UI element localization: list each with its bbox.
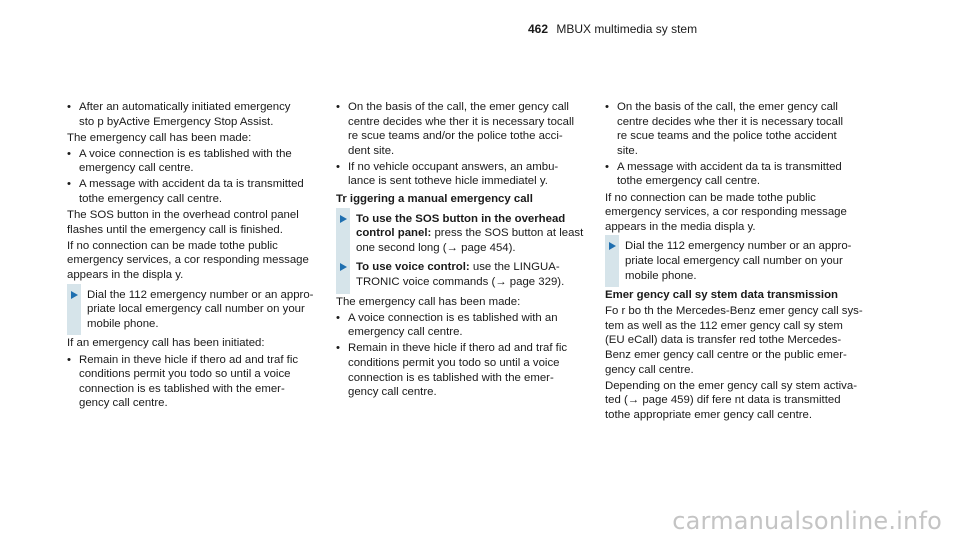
paragraph: If no connection can be made tothe public emergency services, a cor responding message appears in the displa y. <box>67 239 309 282</box>
instruction-step <box>605 239 867 283</box>
instruction-step <box>67 288 323 332</box>
bullet-item: • A message with accident da ta is transmitted tothe emergency call centre. <box>67 177 323 206</box>
step-arrow-icon <box>340 215 347 223</box>
bullet-item: • A message with accident da ta is transmitted tothe emergency call centre. <box>605 160 867 189</box>
section-heading: Tr iggering a manual emergency call <box>336 193 533 206</box>
step-arrow-icon <box>71 291 78 299</box>
paragraph: The emergency call has been made: <box>67 131 252 144</box>
step-arrow-icon <box>609 242 616 250</box>
bullet-item: • On the basis of the call, the emer gency call centre decides whe ther it is necessary tocall re scue teams and the police tothe accident site. <box>605 100 867 158</box>
watermark: carmanualsonline.info <box>672 507 942 535</box>
bullet-item: • Remain in theve hicle if thero ad and traf fic conditions permit you todo so until a voice connection is es tablished with the emer‐ gency call centre. <box>336 341 592 399</box>
step-lead: To use voice control: <box>356 261 470 274</box>
step-arrow-icon <box>340 263 347 271</box>
column-2 <box>336 100 592 401</box>
step-text: use the LINGUA‐ TRONIC voice commands (→ page 329). <box>356 261 565 289</box>
step-bar <box>336 256 350 293</box>
bullet-item: • If no vehicle occupant answers, an ambu‐ lance is sent totheve hicle immediatel y. <box>336 160 592 189</box>
section-title: MBUX multimedia sy stem <box>556 22 698 36</box>
column-3 <box>605 100 867 424</box>
page-number: 462 <box>528 22 549 36</box>
paragraph: Fo r bo th the Mercedes-Benz emer gency call sys‐ tem as well as the 112 emer gency call sy stem (EU eCall) data is transfer red tothe Mercedes- Benz emer gency call centre or the public emer‐ gency call centre. <box>605 305 863 376</box>
column-1 <box>67 100 323 412</box>
instruction-step <box>336 212 592 256</box>
bullet-item: • A voice connection is es tablished with the emergency call centre. <box>67 147 323 176</box>
bullet-item: • Remain in theve hicle if thero ad and traf fic conditions permit you todo so until a voice connection is es tablished with the emer‐ gency call centre. <box>67 353 323 411</box>
paragraph: Depending on the emer gency call sy stem activa‐ ted (→ page 459) dif fere nt data is transmitted tothe appropriate emer gency call centre. <box>605 379 857 421</box>
paragraph: The emergency call has been made: <box>336 295 521 308</box>
paragraph: The SOS button in the overhead control panel flashes until the emergency call is finished. <box>67 209 299 236</box>
bullet-item: • A voice connection is es tablished with an emergency call centre. <box>336 311 592 340</box>
bullet-item: • On the basis of the call, the emer gency call centre decides whe ther it is necessary tocall re scue teams and/or the police tothe acci‐ dent site. <box>336 100 592 158</box>
instruction-step <box>336 260 592 289</box>
bullet-item: • After an automatically initiated emergency sto p byActive Emergency Stop Assist. <box>67 100 323 129</box>
step-text: Dial the 112 emergency number or an appro‐ priate local emergency call number on your mobile phone. <box>625 240 852 282</box>
page-header <box>528 22 697 37</box>
step-text: Dial the 112 emergency number or an appro‐ priate local emergency call number on your mobile phone. <box>87 288 314 330</box>
paragraph: If an emergency call has been initiated: <box>67 337 265 350</box>
step-text: press the SOS button at least one second long (→ page 454). <box>356 227 584 254</box>
section-heading: Emer gency call sy stem data transmission <box>605 289 838 302</box>
paragraph: If no connection can be made tothe public emergency services, a cor responding message appears in the media displa y. <box>605 191 847 233</box>
step-lead: To use the SOS button in the overhead control panel: <box>356 212 566 240</box>
